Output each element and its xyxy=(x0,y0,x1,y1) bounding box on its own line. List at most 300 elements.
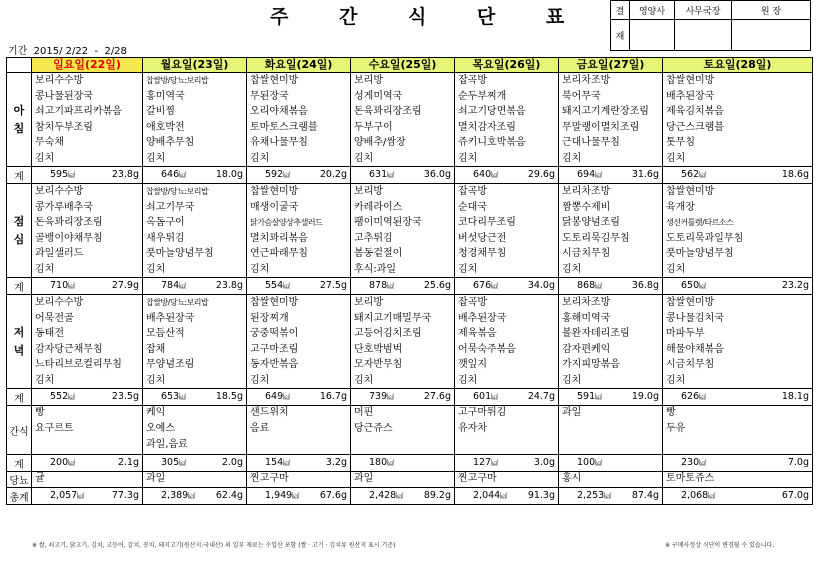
kcal-value: 739 ㎉ xyxy=(369,389,394,405)
menu-item: 궁중떡볶이 xyxy=(250,328,299,339)
lunch-cell xyxy=(247,184,351,278)
page-title: 주 간 식 단 표 xyxy=(270,6,587,28)
kcal-value: 631 ㎉ xyxy=(369,167,394,183)
snack-item xyxy=(663,438,812,454)
snack-cell xyxy=(32,406,143,455)
menu-item: 홍해미역국 xyxy=(562,312,611,324)
protein-value: 29.6g xyxy=(527,169,555,180)
dinner-cell xyxy=(32,295,143,389)
snack-total-cell xyxy=(559,455,663,472)
menu-item: 봄동겉절이 xyxy=(354,248,403,259)
protein-value: 67.0g xyxy=(781,490,809,501)
protein-value: 36.0g xyxy=(423,169,451,180)
protein-value: 77.3g xyxy=(111,490,139,501)
menu-item: 생선커틀렛/타르소스 xyxy=(666,218,734,227)
approval-sign-manager[interactable] xyxy=(675,20,732,51)
subtotal-cell xyxy=(663,389,813,406)
protein-value: 18.1g xyxy=(781,391,809,402)
kcal-value: 878 ㎉ xyxy=(369,278,394,294)
diabetes-cell xyxy=(351,472,455,488)
lunch-label xyxy=(7,184,32,278)
menu-item: 과일샐러드 xyxy=(35,248,84,259)
kcal-value: 649 ㎉ xyxy=(265,389,290,405)
subtotal-label: 계 xyxy=(7,167,32,184)
subtotal-cell xyxy=(351,389,455,406)
protein-value: 27.9g xyxy=(111,280,139,291)
lunch-cell xyxy=(32,184,143,278)
menu-item: 닭가슴살양상추샐러드 xyxy=(250,218,323,227)
protein-value: 27.6g xyxy=(423,391,451,402)
snack-item xyxy=(559,422,662,438)
grand-total-cell xyxy=(247,488,351,505)
menu-item: 토마토스크램블 xyxy=(250,121,318,133)
protein-value: 18.0g xyxy=(215,169,243,180)
menu-item: 단호박범벅 xyxy=(354,343,403,355)
diabetes-cell xyxy=(143,472,247,488)
breakfast-cell xyxy=(351,73,455,167)
protein-value: 23.8g xyxy=(111,169,139,180)
subtotal-cell xyxy=(559,167,663,184)
menu-item: 돈육꽈리장조림 xyxy=(35,217,103,228)
kcal-value: 591 ㎉ xyxy=(577,389,602,405)
menu-item: 찹쌀방/당뇨:보리밥 xyxy=(146,76,209,85)
menu-item: 느타리브로컬리무침 xyxy=(35,359,122,370)
lunch-cell xyxy=(143,184,247,278)
snack-total-cell xyxy=(663,455,813,472)
snack-item: 빵 xyxy=(666,407,676,418)
menu-item: 북어무국 xyxy=(562,90,601,102)
menu-item: 무말랭이멸치조림 xyxy=(562,121,640,133)
menu-item: 시금치무침 xyxy=(562,248,611,259)
subtotal-cell xyxy=(351,278,455,295)
snack-total-cell xyxy=(247,455,351,472)
diabetes-label: 당뇨 xyxy=(7,472,32,488)
protein-value: 27.5g xyxy=(319,280,347,291)
protein-value: 62.4g xyxy=(215,490,243,501)
snack-label: 간식 xyxy=(7,406,32,455)
protein-value: 19.0g xyxy=(631,391,659,402)
subtotal-cell xyxy=(32,278,143,295)
snack-cell xyxy=(143,406,247,455)
menu-item: 김치 xyxy=(562,374,582,386)
dinner-label-char: 녁 xyxy=(13,343,25,357)
diabetes-item: 홍시 xyxy=(562,473,582,484)
menu-item: 새우튀김 xyxy=(146,232,185,244)
menu-item: 카레라이스 xyxy=(354,201,403,213)
menu-item: 보리차조방 xyxy=(562,186,611,197)
dinner-cell xyxy=(663,295,813,389)
protein-value: 23.5g xyxy=(111,391,139,402)
menu-item: 제육볶음 xyxy=(458,328,497,339)
menu-item: 오리야채볶음 xyxy=(250,106,308,117)
menu-item: 김치 xyxy=(354,374,374,386)
kcal-value: 2,057 ㎉ xyxy=(50,488,84,504)
subtotal-cell xyxy=(247,278,351,295)
menu-item: 참치두부조림 xyxy=(35,121,93,133)
menu-item: 고등어김치조림 xyxy=(354,328,422,339)
lunch-label-char: 심 xyxy=(13,232,25,246)
kcal-value: 1,949 ㎉ xyxy=(265,488,299,504)
protein-value: 25.6g xyxy=(423,280,451,291)
menu-item: 모자반무침 xyxy=(354,359,403,370)
menu-item: 찹쌀방/당뇨:보리밥 xyxy=(146,187,209,196)
kcal-value: 554 ㎉ xyxy=(265,278,290,294)
menu-item: 모듬산적 xyxy=(146,328,185,339)
breakfast-label xyxy=(7,73,32,167)
menu-item: 김치 xyxy=(666,374,686,386)
dinner-cell xyxy=(247,295,351,389)
protein-value: 89.2g xyxy=(423,490,451,501)
snack-item: 오예스 xyxy=(146,423,175,434)
menu-item: 매생이굴국 xyxy=(250,201,299,213)
menu-item: 풋마늘양념무침 xyxy=(666,248,734,259)
lunch-cell xyxy=(559,184,663,278)
day-header: 목요일(26일) xyxy=(455,58,559,73)
menu-item: 도토리묵과일무침 xyxy=(666,232,744,244)
menu-item: 어묵전골 xyxy=(35,312,74,324)
snack-item: 유자차 xyxy=(458,423,487,434)
menu-item: 보리방 xyxy=(354,75,383,86)
grand-total-label: 총계 xyxy=(7,488,32,505)
protein-value: 24.7g xyxy=(527,391,555,402)
lunch-label-char: 점 xyxy=(13,214,25,228)
menu-item: 육개장 xyxy=(666,201,695,213)
approval-side-top: 결 xyxy=(611,1,630,20)
snack-total-cell xyxy=(143,455,247,472)
subtotal-cell xyxy=(663,167,813,184)
menu-item: 김치 xyxy=(250,263,270,275)
approval-sign-director[interactable] xyxy=(732,20,811,51)
lunch-cell xyxy=(455,184,559,278)
protein-value: 34.0g xyxy=(527,280,555,291)
menu-item: 팽이미역된장국 xyxy=(354,217,422,228)
menu-item: 김치 xyxy=(354,152,374,164)
kcal-value: 305 ㎉ xyxy=(161,455,186,471)
menu-item: 두부구이 xyxy=(354,121,393,133)
menu-item: 풋마늘양념무침 xyxy=(146,248,214,259)
protein-value: 2.1g xyxy=(117,457,139,468)
kcal-value: 2,253 ㎉ xyxy=(577,488,611,504)
kcal-value: 2,428 ㎉ xyxy=(369,488,403,504)
day-header: 화요일(24일) xyxy=(247,58,351,73)
diabetes-cell xyxy=(663,472,813,488)
menu-item: 청경채무침 xyxy=(458,248,507,259)
kcal-value: 653 ㎉ xyxy=(161,389,186,405)
menu-item: 찹쌀현미방 xyxy=(666,75,715,86)
menu-item: 쇠고기파프리카볶음 xyxy=(35,106,122,117)
diabetes-item: 귤 xyxy=(35,473,45,484)
grand-total-cell xyxy=(663,488,813,505)
menu-item: 김치 xyxy=(35,374,55,386)
menu-item: 동태전 xyxy=(35,328,64,339)
menu-item: 잡곡방 xyxy=(458,75,487,86)
kcal-value: 127 ㎉ xyxy=(473,455,498,471)
dinner-cell xyxy=(559,295,663,389)
menu-item: 찹쌀현미방 xyxy=(666,297,715,308)
menu-item: 잡곡방 xyxy=(458,297,487,308)
kcal-value: 2,044 ㎉ xyxy=(473,488,507,504)
menu-item: 가지피망볶음 xyxy=(562,359,620,370)
breakfast-cell xyxy=(32,73,143,167)
menu-item: 감자편케익 xyxy=(562,343,611,355)
kcal-value: 601 ㎉ xyxy=(473,389,498,405)
diabetes-cell xyxy=(559,472,663,488)
subtotal-cell xyxy=(663,278,813,295)
snack-item: 머핀 xyxy=(354,407,374,418)
approval-role-manager: 사무국장 xyxy=(675,1,732,20)
menu-item: 근대나물무침 xyxy=(562,137,620,148)
menu-item: 닭봉양념조림 xyxy=(562,217,620,228)
menu-item: 홍미역국 xyxy=(146,90,185,102)
menu-item: 마파두부 xyxy=(666,328,705,339)
menu-item: 김치 xyxy=(35,152,55,164)
menu-item: 도토리묵김무침 xyxy=(562,232,630,244)
approval-role-dietitian: 영양사 xyxy=(630,1,675,20)
protein-value: 20.2g xyxy=(319,169,347,180)
menu-item: 쇠고기당면볶음 xyxy=(458,106,526,117)
menu-item: 무된장국 xyxy=(250,90,289,102)
menu-item: 보리수수방 xyxy=(35,75,84,86)
menu-item: 감자당근채무침 xyxy=(35,343,103,355)
protein-value: 3.0g xyxy=(533,457,555,468)
menu-item: 애호박전 xyxy=(146,121,185,133)
menu-item: 돼지고기매밀무국 xyxy=(354,312,432,324)
diabetes-item: 과일 xyxy=(354,473,374,484)
menu-item: 콩가루배추국 xyxy=(35,201,93,213)
menu-item: 순대국 xyxy=(458,201,487,213)
menu-item: 고추튀김 xyxy=(354,232,393,244)
subtotal-cell xyxy=(247,389,351,406)
dinner-cell xyxy=(143,295,247,389)
day-header: 수요일(25일) xyxy=(351,58,455,73)
snack-total-cell xyxy=(351,455,455,472)
menu-item: 순두부찌개 xyxy=(458,90,507,102)
diabetes-item: 과일 xyxy=(146,473,166,484)
snack-cell xyxy=(455,406,559,455)
snack-item xyxy=(32,438,142,454)
menu-item: 김치 xyxy=(458,374,478,386)
snack-item: 케익 xyxy=(146,407,166,418)
kcal-value: 694 ㎉ xyxy=(577,167,602,183)
protein-value: 87.4g xyxy=(631,490,659,501)
menu-item: 쇠고기무국 xyxy=(146,201,195,213)
menu-item: 코다리무조림 xyxy=(458,217,516,228)
menu-item: 쥬키니호박볶음 xyxy=(458,137,526,148)
day-header: 월요일(23일) xyxy=(143,58,247,73)
menu-item: 보리수수방 xyxy=(35,186,84,197)
snack-item: 빵 xyxy=(35,407,45,418)
kcal-value: 592 ㎉ xyxy=(265,167,290,183)
subtotal-cell xyxy=(32,167,143,184)
dinner-label-char: 저 xyxy=(13,325,25,339)
menu-item: 멸치꽈리볶음 xyxy=(250,232,308,244)
menu-item: 돼지고기계란장조림 xyxy=(562,106,649,117)
menu-item: 김치 xyxy=(146,152,166,164)
menu-item: 멸치감자조림 xyxy=(458,121,516,133)
menu-item: 갈비찜 xyxy=(146,106,175,117)
snack-item: 당근쥬스 xyxy=(354,423,393,434)
kcal-value: 552 ㎉ xyxy=(50,389,75,405)
menu-item: 당근스크램블 xyxy=(666,121,724,133)
snack-cell xyxy=(351,406,455,455)
dinner-cell xyxy=(351,295,455,389)
kcal-value: 640 ㎉ xyxy=(473,167,498,183)
kcal-value: 100 ㎉ xyxy=(577,455,602,471)
subtotal-cell xyxy=(455,167,559,184)
kcal-value: 2,389 ㎉ xyxy=(161,488,195,504)
protein-value: 7.0g xyxy=(787,457,809,468)
snack-item: 음료 xyxy=(250,423,270,434)
snack-item: 요구르트 xyxy=(35,423,74,434)
menu-item: 무양념조림 xyxy=(146,359,195,370)
protein-value: 3.2g xyxy=(325,457,347,468)
breakfast-cell xyxy=(455,73,559,167)
menu-item: 볼완자데리조림 xyxy=(562,328,630,339)
menu-item: 된장찌개 xyxy=(250,312,289,324)
menu-item: 양배추/쌈장 xyxy=(354,137,406,148)
day-header: 금요일(27일) xyxy=(559,58,663,73)
diabetes-item: 토마토쥬스 xyxy=(666,473,715,484)
subtotal-cell xyxy=(351,167,455,184)
menu-item: 김치 xyxy=(146,374,166,386)
protein-value: 67.6g xyxy=(319,490,347,501)
menu-item: 보리차조방 xyxy=(562,75,611,86)
snack-item xyxy=(247,438,350,454)
subtotal-label: 계 xyxy=(7,389,32,406)
lunch-cell xyxy=(663,184,813,278)
origin-footnote: ※ 쌀, 쇠고기, 닭고기, 김치, 고등어, 갈치, 꽁치, 돼지고기(원산지:국내산) 외 일부 재료는 수입산 포함 (쌀 · 고기 · 김치류 원산지 표시 기준) xyxy=(32,542,396,549)
protein-value: 16.7g xyxy=(319,391,347,402)
subtotal-cell xyxy=(455,278,559,295)
menu-item: 김치 xyxy=(250,152,270,164)
snack-item: 샌드위치 xyxy=(250,407,289,418)
breakfast-label-char: 아 xyxy=(13,103,25,117)
snack-cell xyxy=(559,406,663,455)
subtotal-cell xyxy=(559,389,663,406)
kcal-value: 2,068 ㎉ xyxy=(681,488,715,504)
menu-item: 보리방 xyxy=(354,297,383,308)
diabetes-cell xyxy=(247,472,351,488)
menu-item: 시금치무침 xyxy=(666,359,715,370)
kcal-value: 646 ㎉ xyxy=(161,167,186,183)
kcal-value: 595 ㎉ xyxy=(50,167,75,183)
corner-cell xyxy=(7,58,32,73)
subtotal-cell xyxy=(455,389,559,406)
menu-item: 찹쌀현미방 xyxy=(250,297,299,308)
snack-item xyxy=(559,438,662,454)
menu-item: 콩나물된장국 xyxy=(35,90,93,102)
kcal-value: 868 ㎉ xyxy=(577,278,602,294)
subtotal-cell xyxy=(143,167,247,184)
menu-item: 돈육꽈리장조림 xyxy=(354,106,422,117)
breakfast-cell xyxy=(663,73,813,167)
grand-total-cell xyxy=(351,488,455,505)
menu-item: 김치 xyxy=(458,152,478,164)
subtotal-cell xyxy=(247,167,351,184)
menu-item: 깻잎지 xyxy=(458,359,487,370)
menu-item: 연근파래무침 xyxy=(250,248,308,259)
menu-item: 김치 xyxy=(458,263,478,275)
menu-item: 찹쌀현미방 xyxy=(666,186,715,197)
menu-item: 옥돔구이 xyxy=(146,217,185,228)
kcal-value: 180 ㎉ xyxy=(369,455,394,471)
menu-item: 제육김치볶음 xyxy=(666,106,724,117)
approval-sign-dietitian[interactable] xyxy=(630,20,675,51)
menu-item: 짬뽕수제비 xyxy=(562,201,611,213)
subtotal-cell xyxy=(143,278,247,295)
lunch-cell xyxy=(351,184,455,278)
kcal-value: 154 ㎉ xyxy=(265,455,290,471)
change-footnote: ※ 구매사정상 식단이 변경될 수 있습니다. xyxy=(665,542,775,549)
menu-item: 후식:과일 xyxy=(354,263,397,275)
kcal-value: 650 ㎉ xyxy=(681,278,706,294)
menu-item: 김치 xyxy=(146,263,166,275)
menu-item: 버섯당근전 xyxy=(458,232,507,244)
protein-value: 23.8g xyxy=(215,280,243,291)
menu-item: 배추된장국 xyxy=(458,312,507,324)
menu-item: 김치 xyxy=(666,263,686,275)
dinner-cell xyxy=(455,295,559,389)
grand-total-cell xyxy=(32,488,143,505)
menu-item: 보리방 xyxy=(354,186,383,197)
menu-item: 김치 xyxy=(35,263,55,275)
menu-item: 김치 xyxy=(562,152,582,164)
protein-value: 31.6g xyxy=(631,169,659,180)
approval-box xyxy=(610,0,811,51)
breakfast-cell xyxy=(247,73,351,167)
menu-item: 성게미역국 xyxy=(354,90,403,102)
menu-item: 동자반볶음 xyxy=(250,359,299,370)
snack-item xyxy=(351,438,454,454)
snack-total-cell xyxy=(32,455,143,472)
menu-item: 고구마조림 xyxy=(250,343,299,355)
menu-item: 배추된장국 xyxy=(666,90,715,102)
diabetes-cell xyxy=(455,472,559,488)
day-header: 토요일(28일) xyxy=(663,58,813,73)
kcal-value: 562 ㎉ xyxy=(681,167,706,183)
breakfast-cell xyxy=(559,73,663,167)
diabetes-item: 찐고구마 xyxy=(250,473,289,484)
menu-item: 보리수수방 xyxy=(35,297,84,308)
snack-total-label: 계 xyxy=(7,455,32,472)
snack-cell xyxy=(247,406,351,455)
protein-value: 23.2g xyxy=(781,280,809,291)
diabetes-item: 찐고구마 xyxy=(458,473,497,484)
menu-item: 골뱅이야채무침 xyxy=(35,232,103,244)
menu-item: 보리차조방 xyxy=(562,297,611,308)
snack-total-cell xyxy=(455,455,559,472)
menu-item: 잡채 xyxy=(146,343,166,355)
menu-item: 김치 xyxy=(562,263,582,275)
menu-item: 찹쌀현미방 xyxy=(250,75,299,86)
menu-item: 김치 xyxy=(666,152,686,164)
date-range: 기간 2015/ 2/22 - 2/28 xyxy=(8,46,127,57)
grand-total-cell xyxy=(143,488,247,505)
kcal-value: 626 ㎉ xyxy=(681,389,706,405)
subtotal-cell xyxy=(32,389,143,406)
menu-item: 찹쌀현미방 xyxy=(250,186,299,197)
kcal-value: 784 ㎉ xyxy=(161,278,186,294)
menu-item: 톳무침 xyxy=(666,137,695,148)
protein-value: 18.5g xyxy=(215,391,243,402)
menu-item: 무숙채 xyxy=(35,137,64,148)
menu-item: 잡곡방 xyxy=(458,186,487,197)
kcal-value: 710 ㎉ xyxy=(50,278,75,294)
grand-total-cell xyxy=(455,488,559,505)
weekly-menu-table xyxy=(6,57,813,505)
snack-item: 두유 xyxy=(666,423,686,434)
kcal-value: 230 ㎉ xyxy=(681,455,706,471)
